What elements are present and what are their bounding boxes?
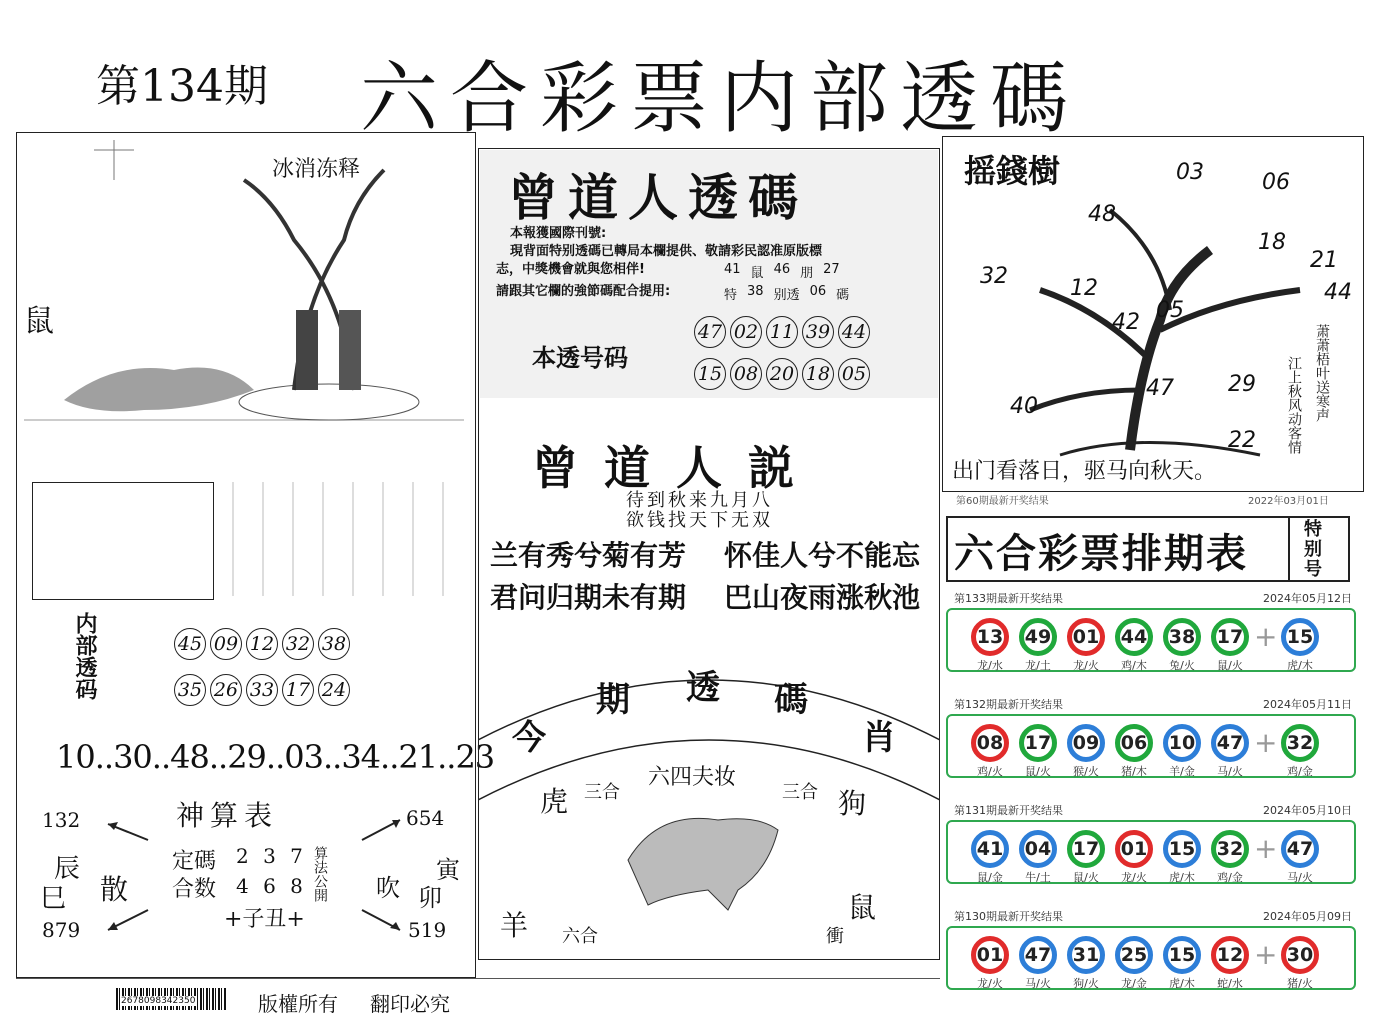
ball-number: 09 bbox=[1067, 724, 1105, 762]
inner-row-2 bbox=[172, 674, 352, 706]
result-header bbox=[954, 590, 1352, 606]
result-ball bbox=[1014, 724, 1062, 779]
tree-num: 21 bbox=[1310, 248, 1338, 273]
result-balls bbox=[966, 936, 1324, 991]
tree-num: 03 bbox=[1176, 160, 1204, 185]
ball-zodiac: 龙/火 bbox=[1073, 659, 1099, 672]
tsang-says-title: 曾道人説 bbox=[532, 441, 820, 495]
tree-num: 48 bbox=[1088, 202, 1116, 227]
ball-number: 32 bbox=[1281, 724, 1319, 762]
ball-zodiac: 龙/土 bbox=[1025, 659, 1051, 672]
tree-num: 42 bbox=[1112, 310, 1140, 335]
result-label: 第131期最新开奖结果 bbox=[954, 804, 1063, 817]
sanhe-left: 三合 bbox=[584, 782, 620, 803]
tag-row-1 bbox=[724, 262, 840, 281]
glyph-si: 巳 bbox=[40, 884, 67, 914]
special-ball: 44 bbox=[838, 316, 870, 348]
ball-zodiac: 鼠/火 bbox=[1073, 871, 1099, 884]
tree-bottom-line: 出门看落日，驱马向秋天。 bbox=[952, 459, 1217, 484]
special-row-2 bbox=[692, 358, 872, 390]
ice-melt-illustration bbox=[24, 140, 464, 470]
result-box bbox=[946, 608, 1356, 672]
result-ball bbox=[1158, 724, 1206, 779]
arch-char-1: 今 bbox=[512, 718, 546, 758]
verse-right-1: 怀佳人兮不能忘 bbox=[724, 539, 921, 572]
glyph-mao: 卯 bbox=[418, 884, 442, 912]
calligraphy-block bbox=[218, 482, 456, 596]
result-balls bbox=[966, 724, 1324, 779]
result-ball bbox=[1062, 724, 1110, 779]
no-reprint: 翻印必究 bbox=[370, 992, 450, 1016]
schedule-divider bbox=[1288, 518, 1290, 580]
result-ball bbox=[1110, 936, 1158, 991]
old-result-label: 第60期最新开奖结果 bbox=[956, 496, 1049, 507]
result-header bbox=[954, 696, 1352, 712]
special-result-ball bbox=[1276, 830, 1324, 885]
zodiac-rat-label: 鼠 bbox=[24, 304, 54, 339]
arch-char-2: 期 bbox=[596, 680, 630, 720]
num-654: 654 bbox=[406, 806, 445, 830]
verse-left-2: 君问归期未有期 bbox=[490, 581, 687, 614]
arrows bbox=[100, 810, 410, 940]
result-ball bbox=[1206, 724, 1254, 779]
result-ball bbox=[1014, 830, 1062, 885]
tag: 别透 bbox=[773, 288, 800, 303]
tag: 41 bbox=[724, 262, 741, 277]
special-result-ball bbox=[1276, 618, 1324, 673]
result-ball bbox=[1206, 830, 1254, 885]
glyph-chen: 辰 bbox=[54, 854, 81, 884]
zodiac-tiger: 虎 bbox=[540, 785, 569, 818]
result-box bbox=[946, 820, 1356, 884]
special-ball: 47 bbox=[694, 316, 726, 348]
inner-ball: 12 bbox=[246, 628, 278, 660]
tree-num: 12 bbox=[1070, 276, 1098, 301]
verse-left-1: 兰有秀兮菊有芳 bbox=[490, 539, 687, 572]
liusi-fuzhuang: 六四夫妆 bbox=[648, 765, 737, 790]
result-label: 第132期最新开奖结果 bbox=[954, 698, 1063, 711]
special-label: 本透号码 bbox=[532, 344, 628, 372]
ball-zodiac: 猴/火 bbox=[1073, 765, 1099, 778]
result-card bbox=[946, 802, 1356, 900]
special-ball: 05 bbox=[838, 358, 870, 390]
page-title: 六合彩票内部透碼 bbox=[360, 54, 1081, 144]
tag: 碼 bbox=[836, 288, 850, 303]
ball-number: 17 bbox=[1067, 830, 1105, 868]
result-label: 第130期最新开奖结果 bbox=[954, 910, 1063, 923]
result-card bbox=[946, 908, 1356, 1006]
result-ball bbox=[1062, 936, 1110, 991]
ball-zodiac: 龙/金 bbox=[1121, 977, 1147, 990]
tag: 06 bbox=[809, 284, 827, 299]
result-header bbox=[954, 802, 1352, 818]
ball-number: 17 bbox=[1211, 618, 1249, 656]
money-tree-title: 摇錢樹 bbox=[964, 152, 1061, 190]
poem-line-1: 待到秋来九月八 bbox=[626, 490, 773, 511]
tsang-title: 曾道人透碼 bbox=[508, 168, 808, 227]
special-ball: 15 bbox=[694, 358, 726, 390]
ball-zodiac: 龙/水 bbox=[977, 659, 1003, 672]
result-date: 2024年05月10日 bbox=[1263, 804, 1352, 817]
ball-number: 04 bbox=[1019, 830, 1057, 868]
old-result-date: 2022年03月01日 bbox=[1248, 496, 1329, 507]
tag-row-2 bbox=[724, 284, 849, 303]
notice-line-1: 本報獲國際刊號: bbox=[510, 226, 607, 241]
special-number-label: 特别号 bbox=[1304, 519, 1322, 580]
ball-zodiac: 兔/火 bbox=[1169, 659, 1195, 672]
tag: 特 bbox=[724, 288, 738, 303]
ball-number: 08 bbox=[971, 724, 1009, 762]
special-ball: 39 bbox=[802, 316, 834, 348]
result-balls bbox=[966, 618, 1324, 673]
chong-label: 衝 bbox=[826, 926, 844, 947]
inner-ball: 38 bbox=[318, 628, 350, 660]
glyph-chui: 吹 bbox=[376, 874, 400, 902]
he-value: 4 6 8 bbox=[236, 874, 307, 898]
ball-zodiac: 龙/火 bbox=[977, 977, 1003, 990]
rights-reserved: 版權所有 bbox=[258, 992, 338, 1016]
result-ball bbox=[1110, 724, 1158, 779]
ball-number: 47 bbox=[1211, 724, 1249, 762]
tag: 朋 bbox=[800, 266, 814, 281]
notice-line-4: 請跟其它欄的強節碼配合提用: bbox=[496, 284, 671, 299]
tag: 27 bbox=[823, 262, 840, 277]
result-box bbox=[946, 926, 1356, 990]
ball-zodiac: 鼠/火 bbox=[1217, 659, 1243, 672]
ball-zodiac: 羊/金 bbox=[1169, 765, 1195, 778]
special-ball: 02 bbox=[730, 316, 762, 348]
tree-num: 32 bbox=[980, 264, 1008, 289]
tree-num: 06 bbox=[1262, 170, 1290, 195]
result-ball bbox=[1206, 936, 1254, 991]
sanhe-right: 三合 bbox=[782, 782, 818, 803]
notice-line-3: 志，中獎機會就與您相伴! bbox=[496, 262, 645, 277]
plus-icon: + bbox=[1254, 726, 1278, 759]
barcode-number: 2678098342350 bbox=[121, 996, 196, 1006]
result-ball bbox=[1110, 618, 1158, 673]
result-ball bbox=[1158, 618, 1206, 673]
ball-number: 49 bbox=[1019, 618, 1057, 656]
notice-line-2: 現背面特别透碼已轉局本欄提供、敬請彩民認准原版標 bbox=[510, 244, 823, 259]
ball-zodiac: 狗/火 bbox=[1073, 977, 1099, 990]
tree-num: 18 bbox=[1258, 230, 1286, 255]
inner-ball: 24 bbox=[318, 674, 350, 706]
ball-zodiac: 牛/土 bbox=[1025, 871, 1051, 884]
ball-zodiac: 鸡/金 bbox=[1287, 765, 1313, 778]
ding-value: 2 3 7 bbox=[236, 844, 307, 868]
result-ball bbox=[1014, 936, 1062, 991]
ball-number: 13 bbox=[971, 618, 1009, 656]
ball-zodiac: 猪/火 bbox=[1287, 977, 1313, 990]
zodiac-rat: 鼠 bbox=[848, 891, 877, 924]
result-ball bbox=[1062, 618, 1110, 673]
special-result-ball bbox=[1276, 724, 1324, 779]
zodiac-dog: 狗 bbox=[838, 787, 867, 820]
special-ball: 20 bbox=[766, 358, 798, 390]
ball-zodiac: 鼠/金 bbox=[977, 871, 1003, 884]
result-ball bbox=[966, 724, 1014, 779]
result-ball bbox=[1062, 830, 1110, 885]
verse-right-2: 巴山夜雨涨秋池 bbox=[724, 581, 921, 614]
arch-char-5: 肖 bbox=[862, 718, 896, 758]
special-row-1 bbox=[692, 316, 872, 348]
bottom-rule bbox=[16, 978, 940, 979]
poem-line-2: 欲钱找天下无双 bbox=[626, 510, 773, 531]
caption-ice-melt: 冰消冻释 bbox=[272, 157, 361, 182]
result-ball bbox=[1158, 830, 1206, 885]
num-519: 519 bbox=[408, 918, 447, 942]
ball-zodiac: 虎/木 bbox=[1169, 871, 1195, 884]
suanfa-gongkai: 算法公開 bbox=[312, 846, 328, 902]
ball-number: 25 bbox=[1115, 936, 1153, 974]
plus-icon: + bbox=[1254, 832, 1278, 865]
ball-number: 31 bbox=[1067, 936, 1105, 974]
poem-vertical-1: 萧萧梧叶送寒声 bbox=[1314, 324, 1330, 422]
poem-vertical-2: 江上秋风动客情 bbox=[1286, 356, 1302, 454]
tree-num: 40 bbox=[1010, 394, 1038, 419]
result-ball bbox=[966, 830, 1014, 885]
schedule-title: 六合彩票排期表 bbox=[954, 531, 1248, 577]
result-ball bbox=[1206, 618, 1254, 673]
arch-char-4: 碼 bbox=[774, 680, 808, 720]
ball-zodiac: 马/火 bbox=[1287, 871, 1313, 884]
ball-zodiac: 蛇/水 bbox=[1217, 977, 1243, 990]
tree-num: 47 bbox=[1146, 376, 1174, 401]
arch-char-3: 透 bbox=[686, 668, 720, 708]
ball-zodiac: 鸡/金 bbox=[1217, 871, 1243, 884]
ball-number: 17 bbox=[1019, 724, 1057, 762]
ball-zodiac: 鸡/火 bbox=[977, 765, 1003, 778]
result-card bbox=[946, 696, 1356, 794]
plus-icon: + bbox=[1254, 620, 1278, 653]
glyph-yin: 寅 bbox=[436, 856, 460, 884]
ball-number: 06 bbox=[1115, 724, 1153, 762]
inner-ball: 35 bbox=[174, 674, 206, 706]
sketch-box bbox=[32, 482, 214, 600]
tag: 46 bbox=[773, 262, 791, 277]
zi-chou: +子丑+ bbox=[224, 907, 305, 932]
ball-number: 30 bbox=[1281, 936, 1319, 974]
ball-zodiac: 鼠/火 bbox=[1025, 765, 1051, 778]
ball-zodiac: 马/火 bbox=[1025, 977, 1051, 990]
result-ball bbox=[1158, 936, 1206, 991]
inner-code-label: 内部透码 bbox=[72, 612, 98, 700]
num-879: 879 bbox=[42, 918, 81, 942]
tree-num: 22 bbox=[1228, 428, 1256, 453]
ball-number: 41 bbox=[971, 830, 1009, 868]
result-ball bbox=[966, 618, 1014, 673]
result-box bbox=[946, 714, 1356, 778]
ball-number: 15 bbox=[1163, 936, 1201, 974]
ball-number: 12 bbox=[1211, 936, 1249, 974]
tree-num: 44 bbox=[1324, 280, 1352, 305]
num-132: 132 bbox=[42, 808, 81, 832]
ball-zodiac: 鸡/木 bbox=[1121, 659, 1147, 672]
liuhe-label: 六合 bbox=[562, 926, 598, 947]
ding-label: 定碼 bbox=[172, 849, 217, 874]
ball-number: 47 bbox=[1281, 830, 1319, 868]
inner-ball: 17 bbox=[282, 674, 314, 706]
plus-icon: + bbox=[1254, 938, 1278, 971]
ball-number: 38 bbox=[1163, 618, 1201, 656]
ball-zodiac: 虎/木 bbox=[1169, 977, 1195, 990]
tree-num: 29 bbox=[1228, 372, 1256, 397]
inner-ball: 26 bbox=[210, 674, 242, 706]
result-ball bbox=[1110, 830, 1158, 885]
inner-ball: 45 bbox=[174, 628, 206, 660]
ball-number: 44 bbox=[1115, 618, 1153, 656]
ball-zodiac: 虎/木 bbox=[1287, 659, 1313, 672]
inner-ball: 09 bbox=[210, 628, 242, 660]
ball-number: 15 bbox=[1163, 830, 1201, 868]
number-sequence: 10..30..48..29..03..34..21..23 bbox=[56, 738, 495, 776]
special-result-ball bbox=[1276, 936, 1324, 991]
result-ball bbox=[1014, 618, 1062, 673]
ball-zodiac: 猪/木 bbox=[1121, 765, 1147, 778]
result-date: 2024年05月09日 bbox=[1263, 910, 1352, 923]
ball-zodiac: 马/火 bbox=[1217, 765, 1243, 778]
issue-number: 第134期 bbox=[96, 61, 268, 112]
tag: 38 bbox=[747, 284, 764, 299]
inner-row-1 bbox=[172, 628, 352, 660]
inner-ball: 32 bbox=[282, 628, 314, 660]
ball-number: 47 bbox=[1019, 936, 1057, 974]
inner-ball: 33 bbox=[246, 674, 278, 706]
ball-number: 10 bbox=[1163, 724, 1201, 762]
tree-num: 05 bbox=[1156, 298, 1184, 323]
result-ball bbox=[966, 936, 1014, 991]
result-header bbox=[954, 908, 1352, 924]
ball-number: 01 bbox=[1115, 830, 1153, 868]
result-label: 第133期最新开奖结果 bbox=[954, 592, 1063, 605]
special-ball: 18 bbox=[802, 358, 834, 390]
result-date: 2024年05月11日 bbox=[1263, 698, 1352, 711]
ball-number: 32 bbox=[1211, 830, 1249, 868]
ball-number: 15 bbox=[1281, 618, 1319, 656]
he-label: 合数 bbox=[172, 877, 217, 902]
zodiac-sheep: 羊 bbox=[500, 909, 529, 942]
ball-zodiac: 龙/火 bbox=[1121, 871, 1147, 884]
shensuan-title: 神算表 bbox=[176, 799, 279, 832]
tag: 鼠 bbox=[750, 266, 764, 281]
result-date: 2024年05月12日 bbox=[1263, 592, 1352, 605]
ball-number: 01 bbox=[1067, 618, 1105, 656]
special-ball: 08 bbox=[730, 358, 762, 390]
glyph-san: 散 bbox=[100, 873, 129, 906]
result-balls bbox=[966, 830, 1324, 885]
ball-number: 01 bbox=[971, 936, 1009, 974]
special-ball: 11 bbox=[766, 316, 798, 348]
result-card bbox=[946, 590, 1356, 688]
